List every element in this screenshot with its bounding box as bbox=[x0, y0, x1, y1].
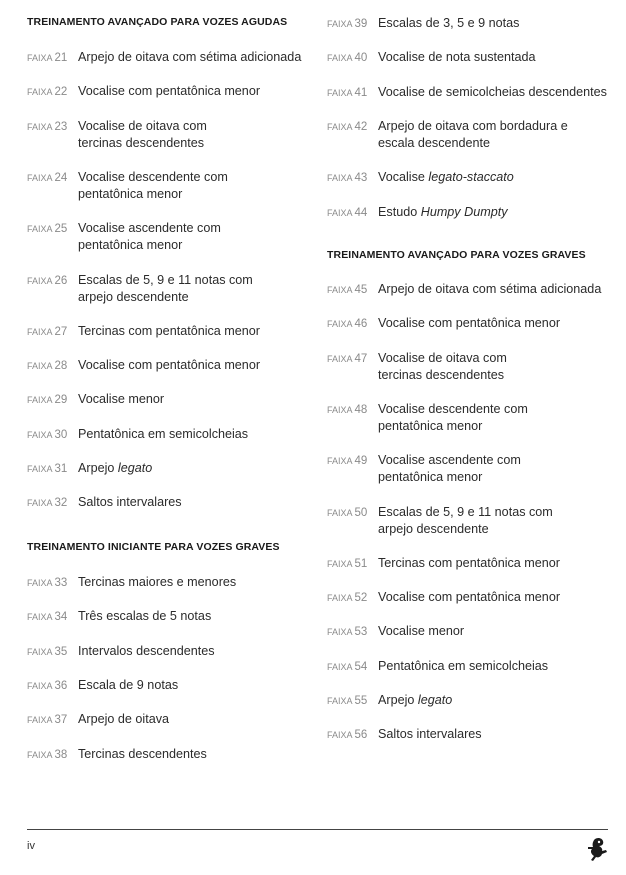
track-number-prefix: FAIXA bbox=[27, 121, 55, 132]
track-item bbox=[27, 220, 317, 254]
track-title: Vocalise menor bbox=[378, 624, 465, 639]
track-number bbox=[27, 83, 78, 98]
track-number-value: 33 bbox=[54, 577, 68, 589]
track-number-value: 43 bbox=[354, 172, 368, 185]
track-number bbox=[27, 643, 78, 658]
section-title: TREINAMENTO AVANÇADO PARA VOZES AGUDAS bbox=[27, 16, 288, 28]
track-title-italic: legato bbox=[417, 693, 453, 707]
track-number-value: 55 bbox=[354, 695, 368, 707]
track-number bbox=[27, 746, 78, 761]
track-number-prefix: FAIXA bbox=[27, 172, 55, 183]
track-number-prefix: FAIXA bbox=[327, 456, 355, 467]
track-number-value: 26 bbox=[54, 274, 68, 287]
track-number bbox=[27, 574, 78, 589]
track-number bbox=[327, 589, 378, 604]
track-number-prefix: FAIXA bbox=[327, 627, 355, 638]
track-number-value: 44 bbox=[354, 206, 368, 219]
publisher-logo-icon bbox=[586, 836, 610, 862]
track-number-prefix: FAIXA bbox=[327, 507, 355, 518]
section-advanced-high-voices bbox=[27, 16, 287, 28]
track-number-prefix: FAIXA bbox=[27, 612, 55, 623]
track-number-prefix: FAIXA bbox=[327, 593, 355, 604]
track-item bbox=[327, 504, 617, 538]
track-item bbox=[327, 555, 617, 572]
track-title: Vocalise com pentatônica menor bbox=[378, 590, 561, 605]
track-item bbox=[327, 49, 617, 66]
track-number-value: 47 bbox=[354, 352, 368, 365]
track-number-prefix: FAIXA bbox=[327, 173, 355, 184]
track-item bbox=[27, 746, 317, 763]
track-number bbox=[327, 15, 378, 30]
track-number bbox=[327, 84, 378, 99]
track-number-value: 40 bbox=[354, 52, 368, 65]
track-item bbox=[27, 711, 317, 728]
track-title: Vocalise descendente com pentatônica menor bbox=[78, 169, 228, 201]
track-number-value: 31 bbox=[54, 463, 68, 475]
track-number-prefix: FAIXA bbox=[327, 87, 355, 98]
track-number-prefix: FAIXA bbox=[27, 395, 55, 406]
track-number-prefix: FAIXA bbox=[327, 353, 355, 364]
track-item bbox=[27, 357, 317, 374]
track-number-prefix: FAIXA bbox=[27, 749, 55, 760]
track-item bbox=[27, 391, 317, 408]
section-title: TREINAMENTO INICIANTE PARA VOZES GRAVES bbox=[27, 541, 280, 553]
track-number-value: 38 bbox=[54, 748, 68, 761]
track-title: Saltos intervalares bbox=[378, 727, 482, 742]
track-number-value: 41 bbox=[354, 86, 368, 99]
track-number-value: 56 bbox=[354, 729, 368, 742]
track-title: Vocalise legato-staccato bbox=[378, 170, 514, 185]
track-title: Escalas de 5, 9 e 11 notas com arpejo descendente bbox=[78, 272, 253, 304]
track-item bbox=[27, 49, 317, 66]
track-title: Arpejo de oitava bbox=[78, 712, 170, 727]
track-title: Arpejo legato bbox=[78, 461, 153, 475]
track-number-prefix: FAIXA bbox=[27, 578, 55, 588]
track-item bbox=[327, 452, 617, 486]
track-title: Vocalise com pentatônica menor bbox=[78, 358, 261, 373]
track-number-value: 52 bbox=[354, 592, 368, 605]
track-number bbox=[327, 49, 378, 64]
track-number-value: 42 bbox=[354, 120, 368, 133]
track-number-prefix: FAIXA bbox=[27, 498, 55, 509]
track-number bbox=[327, 692, 378, 707]
track-item bbox=[27, 677, 317, 694]
track-item bbox=[327, 315, 617, 332]
track-number-prefix: FAIXA bbox=[327, 558, 355, 569]
track-item bbox=[27, 608, 317, 625]
track-title: Estudo Humpy Dumpty bbox=[378, 204, 508, 219]
section-title: TREINAMENTO AVANÇADO PARA VOZES GRAVES bbox=[327, 249, 586, 261]
track-number bbox=[327, 658, 378, 673]
track-title: Vocalise ascendente com pentatônica menor bbox=[378, 453, 521, 485]
track-title: Escalas de 3, 5 e 9 notas bbox=[378, 16, 520, 30]
track-number-prefix: FAIXA bbox=[327, 121, 355, 132]
track-number-prefix: FAIXA bbox=[327, 19, 355, 29]
track-number-value: 35 bbox=[54, 645, 68, 658]
track-item bbox=[27, 323, 317, 340]
track-item bbox=[327, 281, 617, 298]
track-number-value: 34 bbox=[54, 611, 68, 624]
track-number-prefix: FAIXA bbox=[327, 207, 355, 218]
track-title: Vocalise de semicolcheias descendentes bbox=[378, 84, 607, 99]
track-number-value: 39 bbox=[354, 18, 368, 30]
section-beginner-low-voices bbox=[27, 541, 280, 553]
track-title: Arpejo de oitava com bordadura e escala descendente bbox=[378, 118, 568, 150]
track-number bbox=[27, 323, 78, 338]
track-title: Vocalise de nota sustentada bbox=[378, 50, 536, 65]
track-number bbox=[27, 677, 78, 692]
track-number-prefix: FAIXA bbox=[27, 87, 55, 98]
track-title: Vocalise de oitava com tercinas descendentes bbox=[378, 350, 507, 382]
track-title: Três escalas de 5 notas bbox=[78, 609, 212, 624]
track-item bbox=[327, 658, 617, 675]
track-number-value: 28 bbox=[54, 360, 68, 373]
track-title: Vocalise de oitava com tercinas descendentes bbox=[78, 118, 207, 150]
track-number bbox=[327, 401, 378, 416]
track-number bbox=[327, 623, 378, 638]
track-title: Vocalise ascendente com pentatônica menor bbox=[78, 221, 221, 253]
track-number-value: 45 bbox=[354, 284, 368, 296]
track-number-prefix: FAIXA bbox=[27, 646, 55, 657]
track-number-prefix: FAIXA bbox=[27, 53, 55, 63]
track-number bbox=[27, 118, 78, 133]
track-number-prefix: FAIXA bbox=[327, 730, 355, 741]
track-number bbox=[27, 49, 78, 64]
track-item bbox=[27, 272, 317, 306]
track-title: Vocalise menor bbox=[78, 392, 165, 407]
track-number-prefix: FAIXA bbox=[327, 404, 355, 415]
track-number-value: 48 bbox=[354, 403, 368, 416]
track-number bbox=[327, 281, 378, 296]
track-number-prefix: FAIXA bbox=[27, 275, 55, 286]
track-number bbox=[327, 118, 378, 133]
track-number-prefix: FAIXA bbox=[27, 715, 55, 726]
track-number bbox=[27, 357, 78, 372]
track-item bbox=[327, 692, 617, 709]
track-item bbox=[27, 574, 317, 591]
track-title-italic: Humpy Dumpty bbox=[420, 204, 508, 219]
track-item bbox=[27, 494, 317, 511]
track-title-italic: legato-staccato bbox=[428, 170, 514, 185]
track-number bbox=[27, 391, 78, 406]
track-number-value: 49 bbox=[354, 455, 368, 468]
track-number bbox=[27, 608, 78, 623]
track-item bbox=[327, 15, 617, 32]
track-number-prefix: FAIXA bbox=[27, 680, 55, 691]
track-number-value: 22 bbox=[54, 86, 68, 99]
track-number-value: 30 bbox=[54, 428, 68, 441]
track-item bbox=[327, 118, 617, 152]
track-title: Arpejo de oitava com sétima adicionada bbox=[78, 50, 302, 64]
track-number-value: 25 bbox=[54, 223, 68, 236]
track-number bbox=[327, 555, 378, 570]
track-item bbox=[27, 460, 317, 477]
track-title: Vocalise com pentatônica menor bbox=[378, 316, 561, 331]
track-number-value: 37 bbox=[54, 714, 68, 727]
track-number bbox=[27, 494, 78, 509]
track-number-value: 53 bbox=[354, 626, 368, 639]
track-title: Tercinas descendentes bbox=[78, 746, 207, 761]
track-number-value: 51 bbox=[354, 557, 368, 570]
track-number-value: 29 bbox=[54, 394, 68, 407]
track-number bbox=[327, 169, 378, 184]
track-title: Vocalise descendente com pentatônica menor bbox=[378, 401, 528, 433]
track-number-value: 24 bbox=[54, 171, 68, 184]
track-item bbox=[27, 83, 317, 100]
section-advanced-low-voices bbox=[327, 249, 586, 261]
track-item bbox=[327, 589, 617, 606]
track-title: Pentatônica em semicolcheias bbox=[378, 658, 549, 673]
track-number-prefix: FAIXA bbox=[327, 53, 355, 64]
track-number-value: 50 bbox=[354, 506, 368, 519]
track-item bbox=[327, 204, 617, 221]
track-number-value: 27 bbox=[54, 325, 68, 338]
track-item bbox=[327, 401, 617, 435]
page-number: iv bbox=[27, 840, 35, 852]
track-number-value: 36 bbox=[54, 679, 68, 692]
track-title: Tercinas com pentatônica menor bbox=[78, 323, 260, 338]
track-item bbox=[27, 169, 317, 203]
track-title-italic: legato bbox=[117, 461, 153, 475]
track-title: Vocalise com pentatônica menor bbox=[78, 84, 261, 99]
track-title: Escalas de 5, 9 e 11 notas com arpejo descendente bbox=[378, 504, 553, 536]
track-title: Pentatônica em semicolcheias bbox=[78, 426, 249, 441]
track-number-value: 54 bbox=[354, 660, 368, 673]
track-number-prefix: FAIXA bbox=[327, 661, 355, 672]
track-item bbox=[27, 643, 317, 660]
track-number-value: 46 bbox=[354, 318, 368, 331]
track-title: Intervalos descendentes bbox=[78, 643, 215, 658]
track-title: Tercinas com pentatônica menor bbox=[378, 555, 560, 570]
track-item bbox=[327, 726, 617, 743]
track-item bbox=[27, 426, 317, 443]
track-title: Saltos intervalares bbox=[78, 495, 182, 510]
track-number-prefix: FAIXA bbox=[27, 464, 55, 474]
track-number-prefix: FAIXA bbox=[27, 429, 55, 440]
track-number bbox=[27, 426, 78, 441]
track-number-value: 32 bbox=[54, 497, 68, 510]
track-number bbox=[27, 460, 78, 475]
track-number-value: 21 bbox=[54, 52, 68, 64]
track-item bbox=[327, 169, 617, 186]
track-number-value: 23 bbox=[54, 120, 68, 133]
track-item bbox=[327, 623, 617, 640]
track-item bbox=[327, 84, 617, 101]
track-number-prefix: FAIXA bbox=[27, 361, 55, 372]
track-item bbox=[327, 350, 617, 384]
track-title: Arpejo legato bbox=[378, 693, 453, 707]
track-title: Escala de 9 notas bbox=[78, 677, 179, 692]
track-number bbox=[327, 504, 378, 519]
track-item bbox=[27, 118, 317, 152]
track-number-prefix: FAIXA bbox=[27, 326, 55, 337]
track-number bbox=[327, 204, 378, 219]
track-number-prefix: FAIXA bbox=[27, 224, 55, 235]
track-number bbox=[27, 220, 78, 235]
track-number bbox=[327, 726, 378, 741]
track-number bbox=[27, 272, 78, 287]
footer-divider bbox=[27, 829, 608, 830]
track-number bbox=[327, 315, 378, 330]
track-number bbox=[27, 169, 78, 184]
track-number-prefix: FAIXA bbox=[327, 319, 355, 330]
track-number-prefix: FAIXA bbox=[327, 696, 355, 706]
track-number bbox=[327, 350, 378, 365]
track-title: Tercinas maiores e menores bbox=[78, 575, 237, 589]
track-number bbox=[27, 711, 78, 726]
track-number bbox=[327, 452, 378, 467]
track-title: Arpejo de oitava com sétima adicionada bbox=[378, 282, 602, 296]
track-number-prefix: FAIXA bbox=[327, 285, 355, 295]
